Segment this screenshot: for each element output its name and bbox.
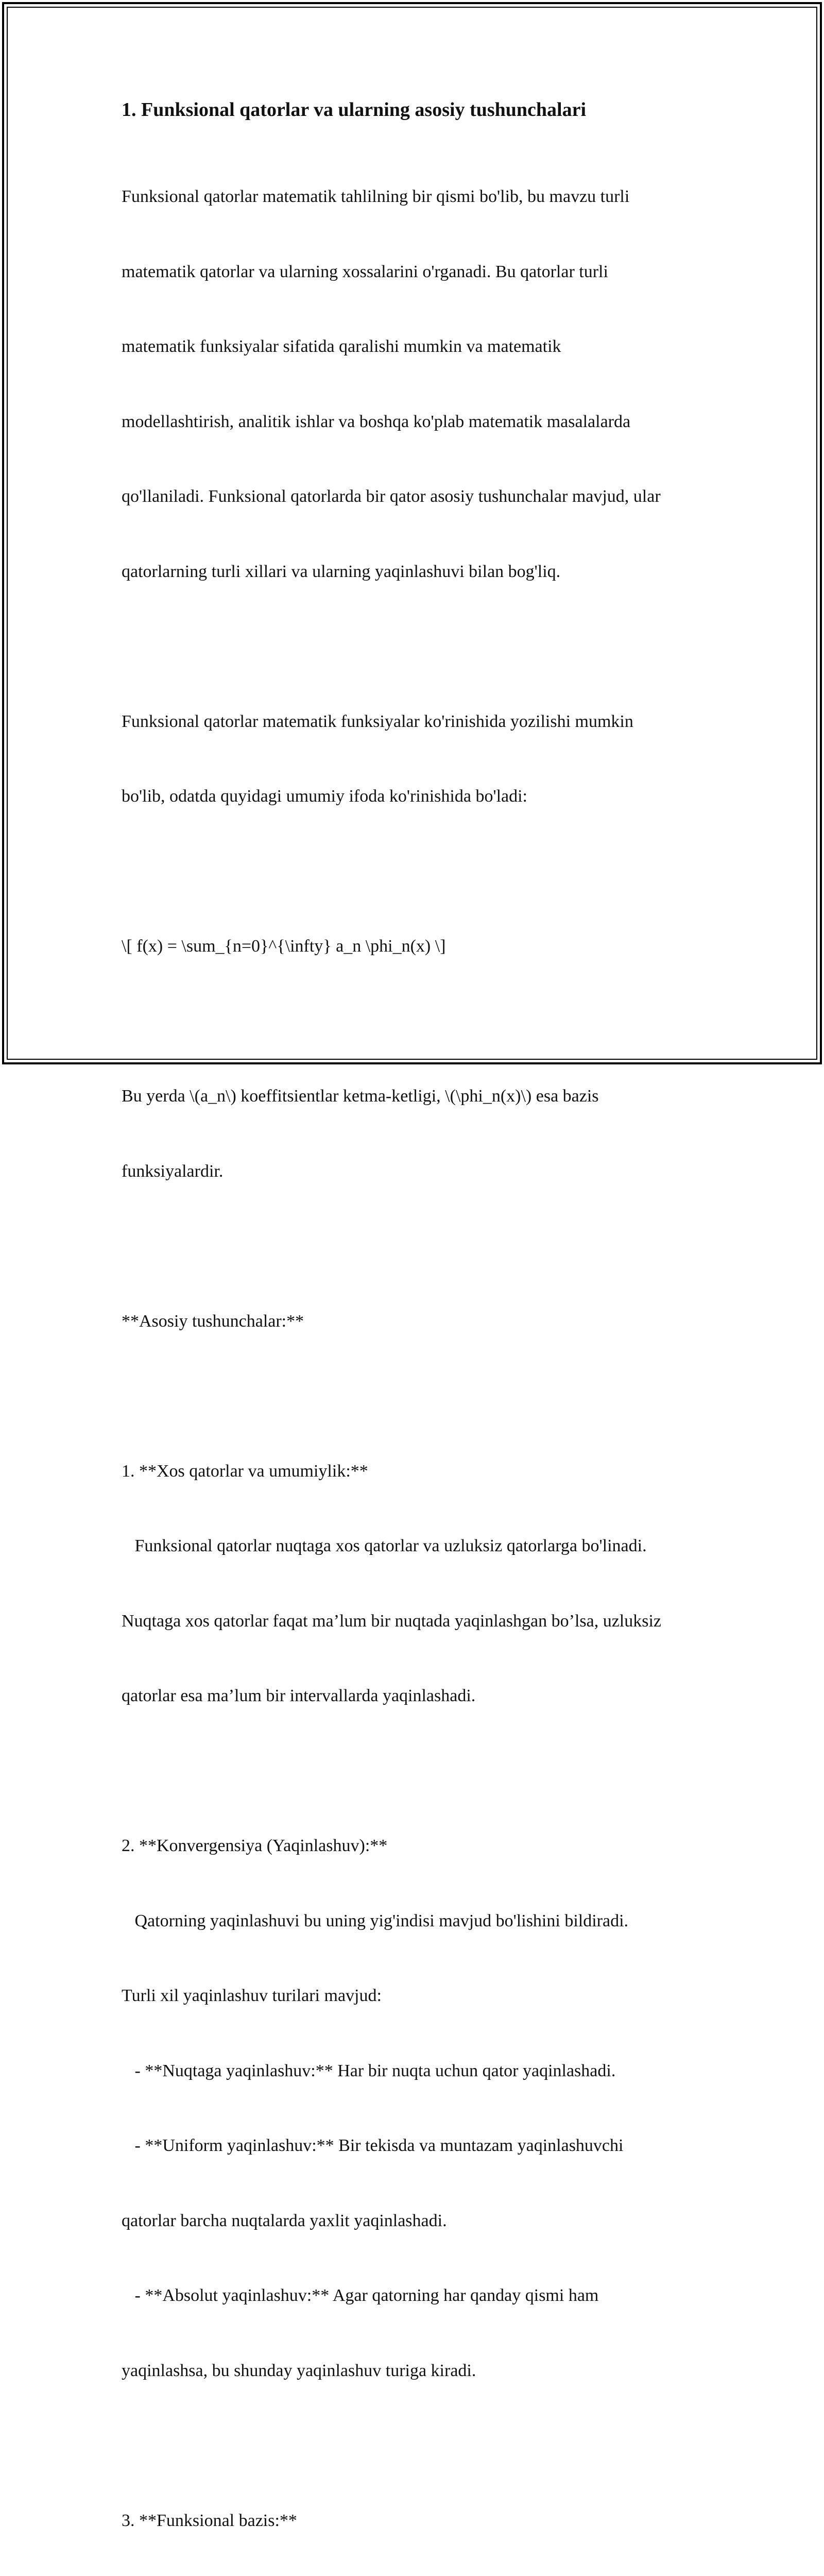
text-line: Funksional qatorlar matematik funksiyalar ko'rinishida yozilishi mumkin bbox=[122, 709, 714, 735]
text-line: Turli xil yaqinlashuv turilari mavjud: bbox=[122, 1984, 714, 2009]
document-body bbox=[122, 96, 714, 2576]
text-line: **Asosiy tushunchalar:** bbox=[122, 1309, 714, 1334]
list-item-title: 1. **Xos qatorlar va umumiylik:** bbox=[122, 1459, 714, 1484]
text-line: Nuqtaga xos qatorlar faqat ma’lum bir nuqtada yaqinlashgan bo’lsa, uzluksiz bbox=[122, 1609, 714, 1634]
text-line: qatorlar esa ma’lum bir intervallarda yaqinlashadi. bbox=[122, 1684, 714, 1709]
intro-paragraph bbox=[122, 134, 714, 634]
text-line: qatorlar barcha nuqtalarda yaxlit yaqinlashadi. bbox=[122, 2209, 714, 2234]
text-line: yaqinlashsa, bu shunday yaqinlashuv turiga kiradi. bbox=[122, 2359, 714, 2384]
formula-paragraph bbox=[122, 884, 714, 1009]
formula-explanation-paragraph bbox=[122, 1034, 714, 1234]
section-heading: 1. Funksional qatorlar va ularning asosiy tushunchalari bbox=[122, 96, 714, 123]
text-line: Funksional qatorlar nuqtaga xos qatorlar va uzluksiz qatorlarga bo'linadi. bbox=[122, 1534, 714, 1559]
list-item-2 bbox=[122, 1784, 714, 2433]
text-line: bo'lib, odatda quyidagi umumiy ifoda ko'rinishida bo'ladi: bbox=[122, 784, 714, 809]
text-line: modellashtirish, analitik ishlar va boshqa ko'plab matematik masalalarda bbox=[122, 410, 714, 435]
text-line: Bu yerda \(a_n\) koeffitsientlar ketma-ketligi, \(\phi_n(x)\) esa bazis bbox=[122, 1084, 714, 1109]
list-item-title: 2. **Konvergensiya (Yaqinlashuv):** bbox=[122, 1834, 714, 1859]
concepts-label bbox=[122, 1259, 714, 1384]
list-item-1 bbox=[122, 1409, 714, 1759]
list-item-title: 3. **Funksional bazis:** bbox=[122, 2509, 714, 2534]
list-item-3 bbox=[122, 2459, 714, 2576]
formula-line: \[ f(x) = \sum_{n=0}^{\infty} a_n \phi_n(x) \] bbox=[122, 934, 714, 959]
sub-list-item: - **Nuqtaga yaqinlashuv:** Har bir nuqta uchun qator yaqinlashadi. bbox=[122, 2059, 714, 2084]
text-line: matematik qatorlar va ularning xossalarini o'rganadi. Bu qatorlar turli bbox=[122, 260, 714, 285]
sub-list-item: - **Uniform yaqinlashuv:** Bir tekisda va muntazam yaqinlashuvchi bbox=[122, 2133, 714, 2159]
text-line: funksiyalardir. bbox=[122, 1159, 714, 1184]
sub-list-item: - **Absolut yaqinlashuv:** Agar qatorning har qanday qismi ham bbox=[122, 2283, 714, 2309]
text-line: Funksional qatorlar matematik tahlilning bir qismi bo'lib, bu mavzu turli bbox=[122, 184, 714, 210]
general-form-paragraph bbox=[122, 659, 714, 859]
text-line: Qatorning yaqinlashuvi bu uning yig'indisi mavjud bo'lishini bildiradi. bbox=[122, 1909, 714, 1934]
text-line: qo'llaniladi. Funksional qatorlarda bir qator asosiy tushunchalar mavjud, ular bbox=[122, 484, 714, 510]
text-line: qatorlarning turli xillari va ularning yaqinlashuvi bilan bog'liq. bbox=[122, 560, 714, 585]
text-line: matematik funksiyalar sifatida qaralishi mumkin va matematik bbox=[122, 334, 714, 360]
